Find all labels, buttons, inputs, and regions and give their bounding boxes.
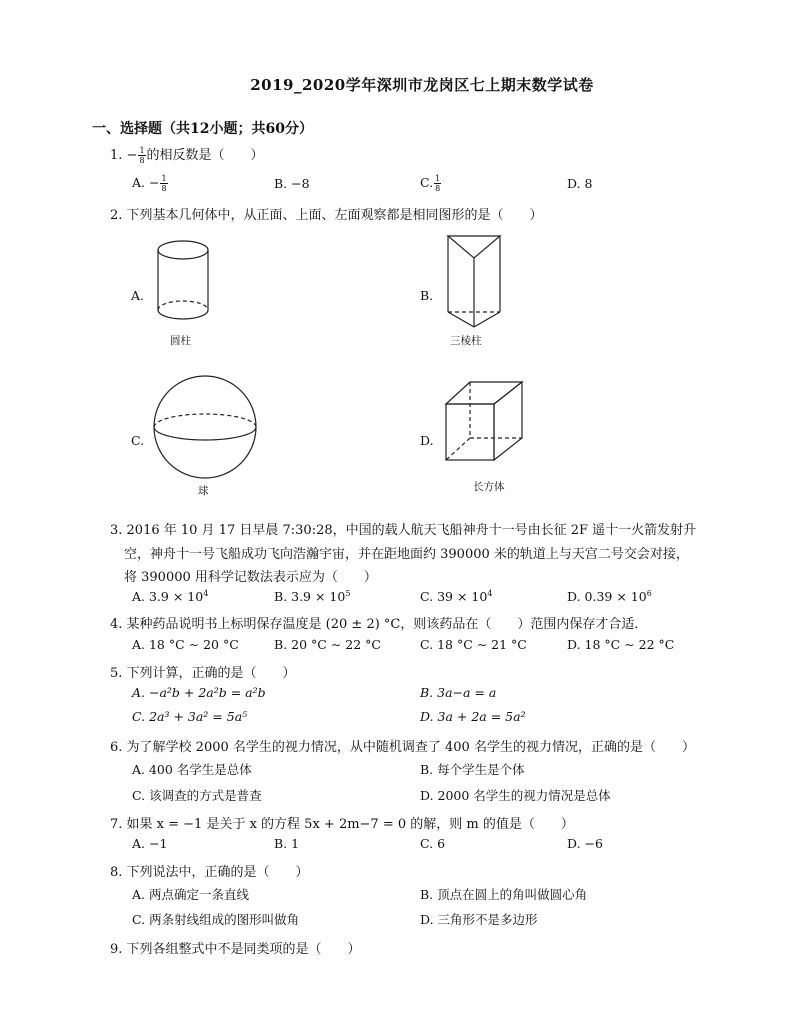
q2-option-c: C. [131,433,145,448]
question-1 [110,144,264,165]
sphere-caption: 球 [198,485,209,497]
q3-option-d: D. $0.39 \times 10^6$ [567,589,652,605]
q7-option-a: A. −1 [132,836,168,851]
q4-option-b: B. 20 °C ∼ 22 °C [274,637,381,652]
q7-option-d: D. −6 [567,836,603,851]
q3-option-b: B. $3.9 \times 10^5$ [274,589,351,605]
q5-option-c: C. 2a³ + 3a² = 5a⁵ [132,709,248,724]
sphere-figure [150,372,260,482]
question-9: 9. 下列各组整式中不是同类项的是（ ） [110,942,361,957]
q2-option-a: A. [131,288,145,303]
question-7: 7. 如果 x = −1 是关于 x 的方程 5x + 2m−7 = 0 的解，则 m 的值是（ ） [110,817,574,832]
prism-caption: 三棱柱 [450,335,482,347]
q4-option-d: D. 18 °C ∼ 22 °C [567,637,675,652]
q3-line-1: 3. 2016 年 10 月 17 日早晨 7:30:28，中国的载人航天飞船神舟十一号由长征 2F 遥十一火箭发射升 [110,523,697,538]
q4-option-c: C. 18 °C ∼ 21 °C [420,637,527,652]
q6-option-b: B. 每个学生是个体 [420,762,525,777]
q3-line-2: 空，神舟十一号飞船成功飞向浩瀚宇宙，并在距地面约 390000 米的轨道上与天宫二号交会对接， [124,547,689,562]
q6-option-a: A. 400 名学生是总体 [132,762,252,777]
q8-option-b: B. 顶点在圆上的角叫做圆心角 [420,887,588,902]
q6-option-d: D. 2000 名学生的视力情况是总体 [420,788,611,803]
q7-option-c: C. 6 [420,836,446,851]
page-title: 2019_2020学年深圳市龙岗区七上期末数学试卷 [250,76,594,94]
section-heading: 一、选择题（共12小题；共60分） [92,121,313,137]
cylinder-caption: 圆柱 [170,335,191,347]
q8-option-c: C. 两条射线组成的图形叫做角 [132,912,300,927]
q3-option-c: C. $39 \times 10^4$ [420,589,493,605]
q4-option-a: A. 18 °C ∼ 20 °C [132,637,239,652]
q5-option-a: A. −a²b + 2a²b = a²b [132,685,266,700]
question-2: 2. 下列基本几何体中，从正面、上面、左面观察都是相同图形的是（ ） [110,208,543,223]
question-8: 8. 下列说法中，正确的是（ ） [110,865,309,880]
q3-option-a: A. $3.9 \times 10^4$ [132,589,209,605]
q8-option-d: D. 三角形不是多边形 [420,912,538,927]
cuboid-figure [440,378,530,468]
q6-option-c: C. 该调查的方式是普查 [132,788,262,803]
q1-option-a: A. − $\frac{1}{8}$ [132,174,167,193]
q1-option-d: D. 8 [567,176,593,191]
cylinder-figure [150,238,220,328]
q2-option-b: B. [420,288,434,303]
q8-option-a: A. 两点确定一条直线 [132,887,249,902]
cuboid-caption: 长方体 [473,481,505,493]
question-6: 6. 为了解学校 2000 名学生的视力情况，从中随机调查了 400 名学生的视力情况，正确的是（ ） [110,740,695,755]
q7-option-b: B. 1 [274,836,300,851]
q5-option-d: D. 3a + 2a = 5a² [420,709,526,724]
q1-text: 的相反数是（ ） [146,148,264,163]
q3-line-3: 将 390000 用科学记数法表示应为（ ） [124,570,377,585]
q1-option-b: B. −8 [274,176,310,191]
q1-option-c: C. $\frac{1}{8}$ [420,174,441,193]
question-4: 4. 某种药品说明书上标明保存温度是 (20 ± 2) °C，则该药品在（ ）范围内保存才合适． [110,617,648,632]
q1-fraction: $\frac{1}{8}$ [139,146,145,165]
q5-option-b: B. 3a−a = a [420,685,497,700]
triangular-prism-figure [440,232,510,332]
q2-option-d: D. [420,433,434,448]
question-5: 5. 下列计算，正确的是（ ） [110,666,296,681]
q1-prefix: 1. − [110,148,138,163]
